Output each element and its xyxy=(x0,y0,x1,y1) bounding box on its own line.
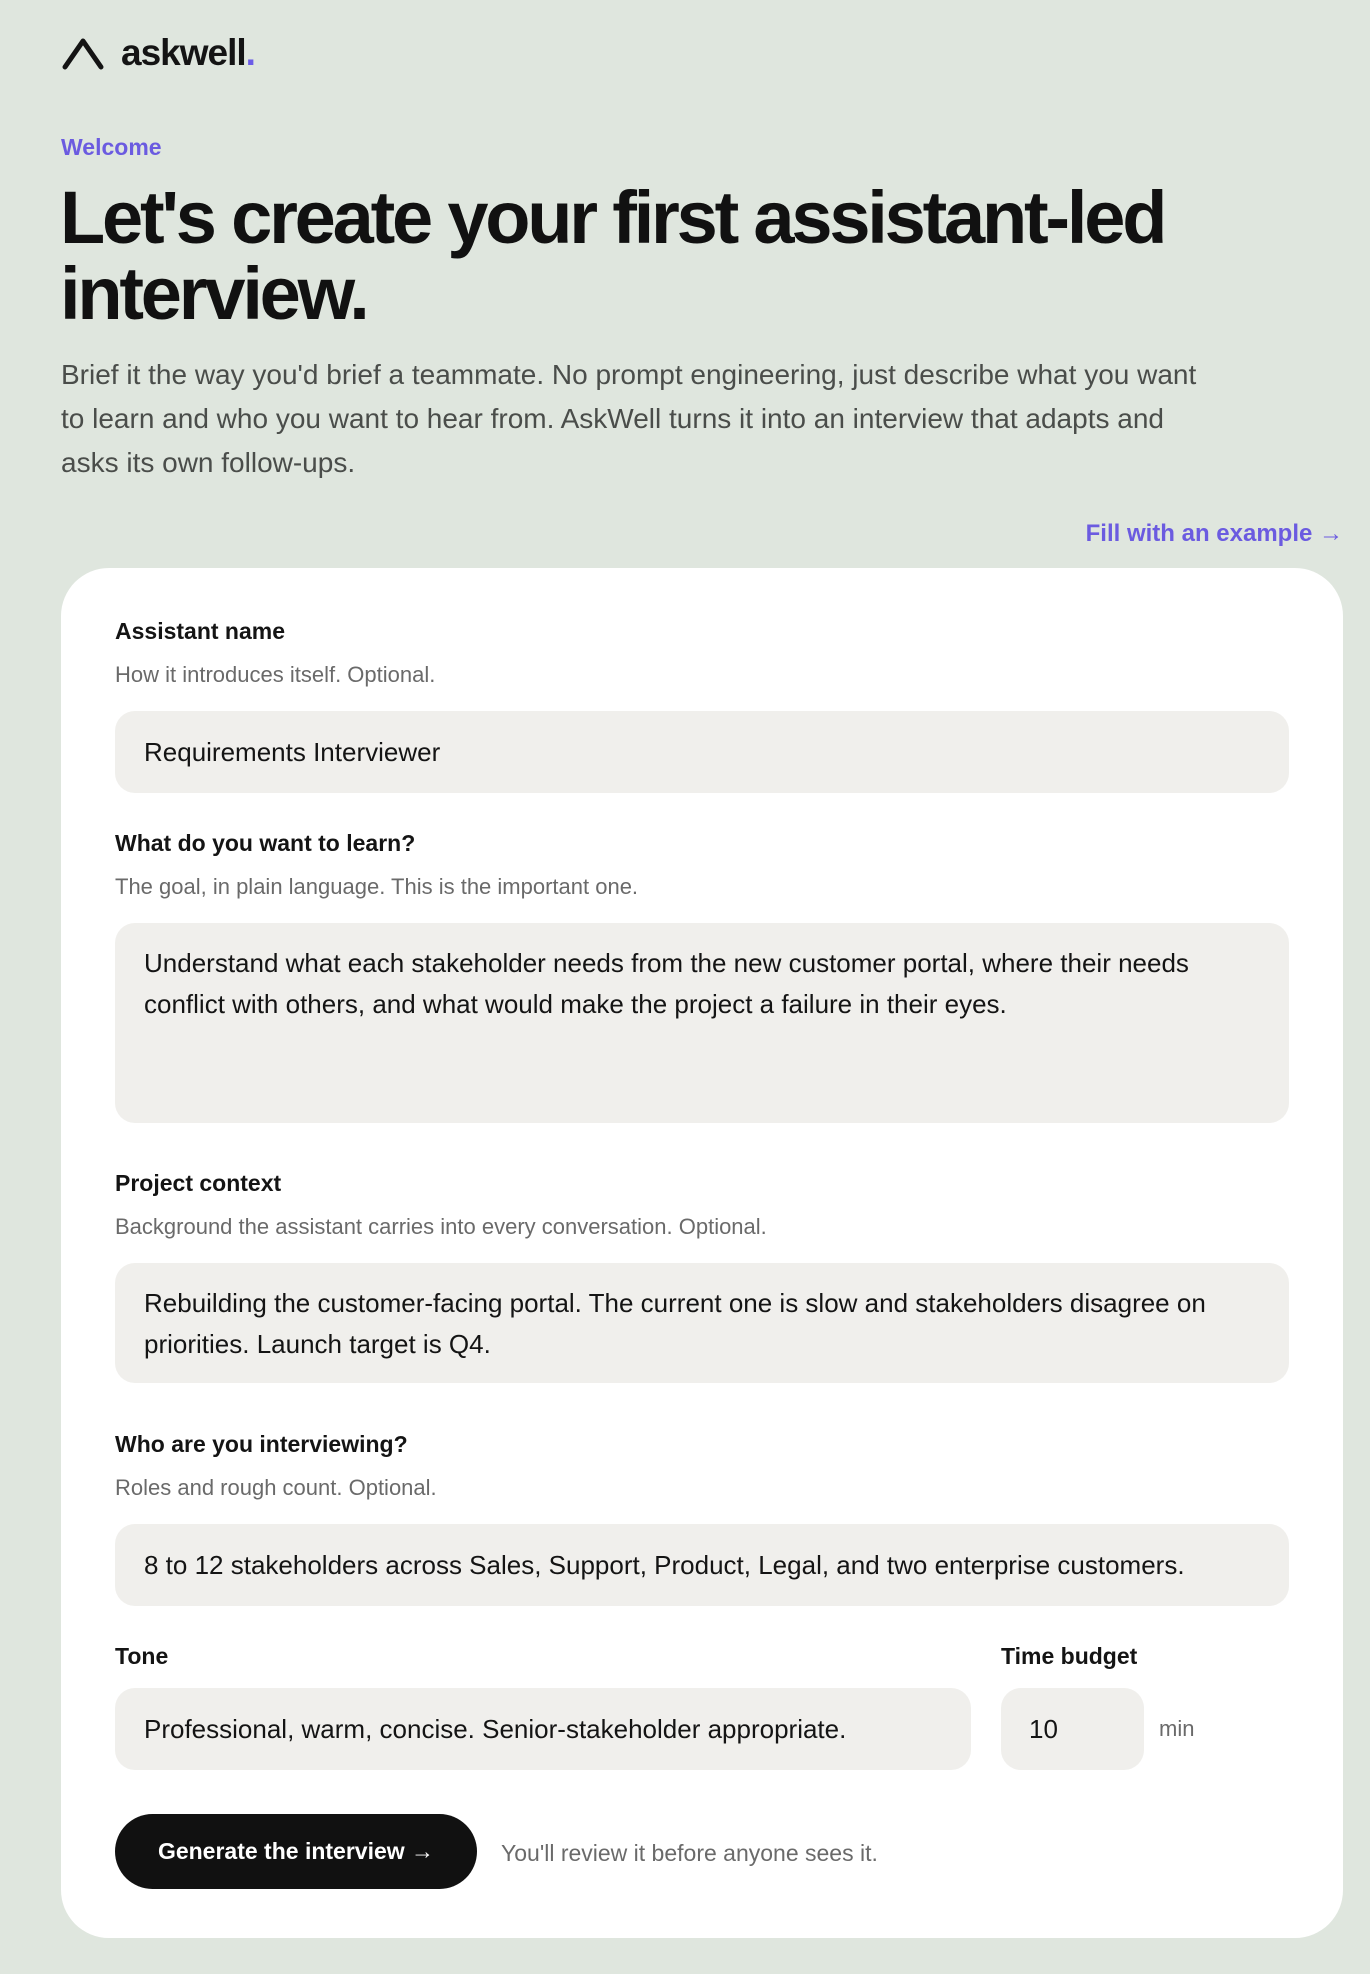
brand-logo[interactable] xyxy=(61,32,255,74)
interview-form-card xyxy=(61,568,1343,1938)
tone-label: Tone xyxy=(115,1643,169,1669)
goal-textarea[interactable]: Understand what each stakeholder needs from the new customer portal, where their needs conflict with others, and what would make the project a failure in their eyes. xyxy=(115,923,1289,1123)
page-title: Let's create your first assistant-led interview. xyxy=(60,176,1165,335)
eyebrow-label: Welcome xyxy=(61,134,162,160)
time-budget-input[interactable]: 10 xyxy=(1001,1688,1144,1770)
goal-label: What do you want to learn? xyxy=(115,830,416,856)
goal-help: The goal, in plain language. This is the important one. xyxy=(115,874,639,899)
time-budget-label: Time budget xyxy=(1001,1643,1138,1669)
context-textarea[interactable]: Rebuilding the customer-facing portal. The current one is slow and stakeholders disagree on priorities. Launch target is Q4. xyxy=(115,1263,1289,1383)
askwell-logo-icon xyxy=(61,35,105,71)
tone-input[interactable]: Professional, warm, concise. Senior-stakeholder appropriate. xyxy=(115,1688,971,1770)
assistant-name-input[interactable]: Requirements Interviewer xyxy=(115,711,1289,793)
assistant-name-label: Assistant name xyxy=(115,618,286,644)
context-label: Project context xyxy=(115,1170,282,1196)
generate-interview-button[interactable]: Generate the interview → xyxy=(115,1814,477,1889)
intro-description: Brief it the way you'd brief a teammate. No prompt engineering, just describe what you want to learn and who you want to hear from. AskWell turns it into an interview that adapts and asks its own follow-ups. xyxy=(61,359,1197,478)
brand-name: askwell. xyxy=(121,32,255,73)
time-budget-unit: min xyxy=(1159,1716,1195,1741)
audience-help: Roles and rough count. Optional. xyxy=(115,1475,437,1500)
context-help: Background the assistant carries into every conversation. Optional. xyxy=(115,1214,767,1239)
audience-label: Who are you interviewing? xyxy=(115,1431,408,1457)
review-note: You'll review it before anyone sees it. xyxy=(501,1840,878,1866)
audience-input[interactable]: 8 to 12 stakeholders across Sales, Support, Product, Legal, and two enterprise customers. xyxy=(115,1524,1289,1606)
fill-example-link[interactable]: Fill with an example → xyxy=(1085,520,1343,547)
assistant-name-help: How it introduces itself. Optional. xyxy=(115,662,436,687)
